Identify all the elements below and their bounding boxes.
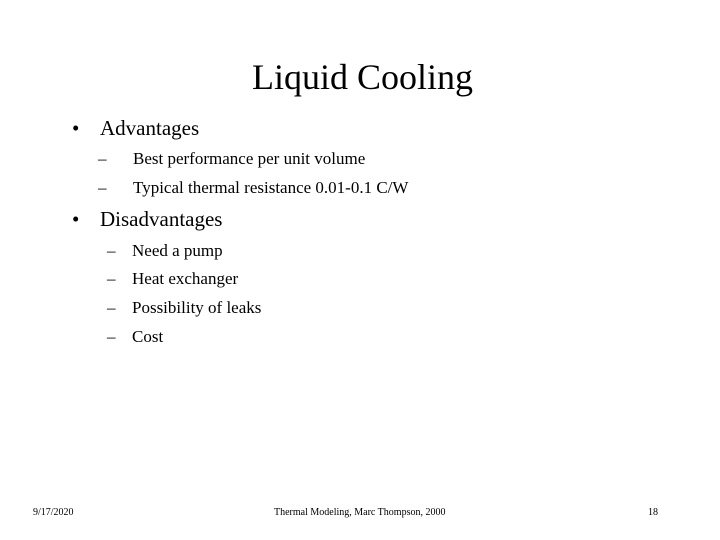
sub-item-text: Possibility of leaks <box>132 298 262 317</box>
page-number: 18 <box>648 507 658 518</box>
bullet-icon: • <box>72 207 80 231</box>
bullet-disadvantages <box>72 206 222 232</box>
bullet-heading: Advantages <box>100 116 200 140</box>
sub-item-text: Cost <box>132 327 164 346</box>
bullet-advantages <box>72 115 199 141</box>
sub-item-text: Best performance per unit volume <box>133 149 366 168</box>
dash-icon: – <box>107 298 116 317</box>
sub-item-text: Heat exchanger <box>132 269 239 288</box>
sub-item-text: Need a pump <box>132 241 223 260</box>
bullet-heading: Disadvantages <box>100 207 223 231</box>
dash-icon: – <box>107 327 116 346</box>
footer-date: 9/17/2020 <box>33 507 74 518</box>
slide-title: Liquid Cooling <box>251 57 473 97</box>
sub-item-text: Typical thermal resistance 0.01-0.1 C/W <box>133 178 409 197</box>
footer-center: Thermal Modeling, Marc Thompson, 2000 <box>274 507 446 518</box>
dash-icon: – <box>98 178 107 197</box>
dash-icon: – <box>107 269 116 288</box>
bullet-icon: • <box>72 116 80 140</box>
dash-icon: – <box>107 241 116 260</box>
dash-icon: – <box>98 149 107 168</box>
